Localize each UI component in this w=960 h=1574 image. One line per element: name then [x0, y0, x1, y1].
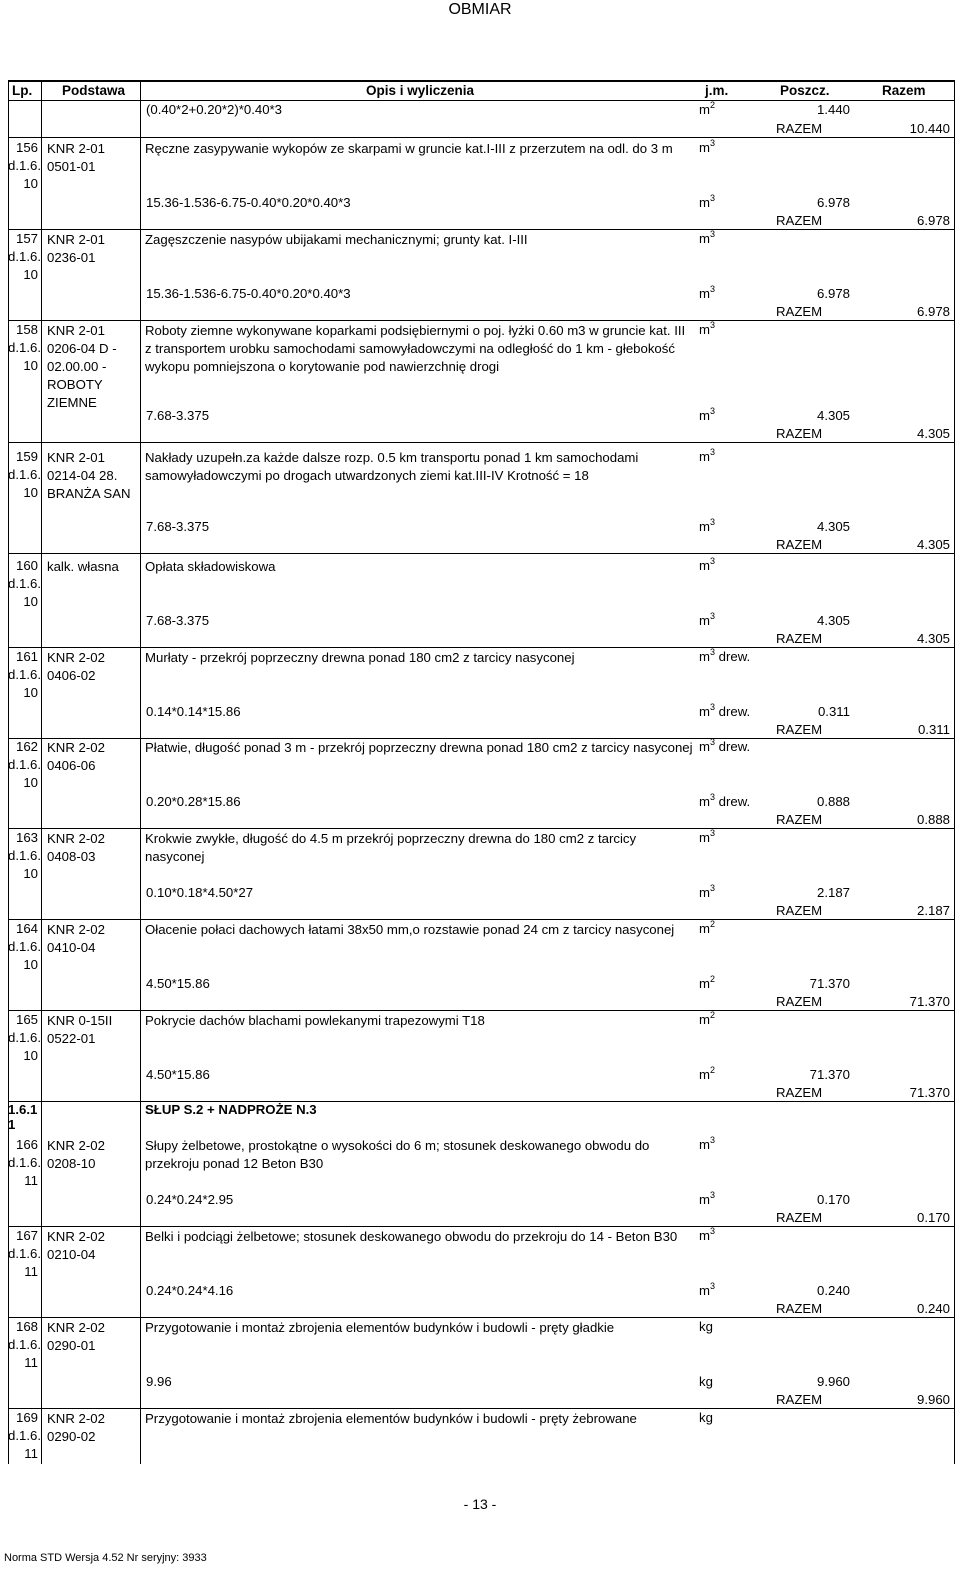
position-chapter: d.1.6.	[8, 1428, 41, 1443]
razem-label: RAZEM	[776, 631, 823, 646]
position-chapter: d.1.6.	[8, 158, 41, 173]
position-chapter: d.1.6.	[8, 757, 41, 772]
unit-base: m	[699, 1283, 710, 1298]
unit-base: m	[699, 649, 710, 664]
position-id	[8, 322, 138, 410]
position-unit	[699, 1012, 715, 1028]
position-subchapter: 10	[23, 957, 38, 972]
position-unit	[699, 1410, 713, 1426]
position-unit	[699, 322, 715, 338]
carryover-value: 1.440	[816, 102, 850, 117]
position-subchapter: 11	[24, 1264, 38, 1279]
row-divider	[8, 1226, 954, 1227]
position-subchapter: 10	[23, 485, 38, 500]
calculation-formula: 15.36-1.536-6.75-0.40*0.20*0.40*3	[146, 286, 351, 301]
calculation-value: 6.978	[816, 195, 850, 210]
position-id	[8, 449, 138, 509]
position-unit	[699, 1137, 715, 1153]
position-basis: KNR 2-01 0206-04 D - 02.00.00 - ROBOTY ZIEMNE	[47, 323, 117, 410]
col-lp: Lp.	[12, 83, 33, 98]
razem-value: 71.370	[909, 1085, 950, 1100]
calculation-value: 0.170	[816, 1192, 850, 1207]
unit-exponent: 3	[710, 320, 716, 330]
calculation-value: 4.305	[816, 519, 850, 534]
unit-base: m	[699, 1192, 710, 1207]
position-basis: KNR 2-02 0410-04	[47, 922, 105, 955]
position-subchapter: 10	[23, 685, 38, 700]
calculation-unit	[699, 1374, 713, 1390]
razem-value: 0.888	[916, 812, 950, 827]
unit-base: m	[699, 558, 710, 573]
razem-value: 6.978	[916, 304, 950, 319]
unit-base: kg	[699, 1374, 713, 1389]
unit-exponent: 3	[710, 556, 716, 566]
carryover-razem-value: 10.440	[909, 121, 950, 136]
position-unit	[699, 739, 750, 755]
position-number: 167	[15, 1228, 38, 1243]
position-number: 162	[15, 739, 38, 754]
unit-exponent: 2	[710, 974, 716, 984]
unit-exponent: 3	[710, 702, 716, 712]
calculation-unit	[699, 195, 715, 211]
razem-label: RAZEM	[776, 213, 823, 228]
razem-label: RAZEM	[776, 1392, 823, 1407]
position-basis: kalk. własna	[47, 559, 119, 574]
unit-suffix: drew.	[715, 794, 751, 809]
unit-exponent: 3	[710, 1226, 716, 1236]
rule-right	[954, 80, 955, 1464]
calculation-unit	[699, 408, 715, 424]
razem-value: 4.305	[916, 537, 950, 552]
unit-exponent: 2	[710, 1010, 716, 1020]
unit-base: m	[699, 449, 710, 464]
row-divider	[8, 1317, 954, 1318]
position-chapter: d.1.6.	[8, 249, 41, 264]
calculation-formula: 15.36-1.536-6.75-0.40*0.20*0.40*3	[146, 195, 351, 210]
unit-exponent: 3	[710, 611, 716, 621]
razem-value: 71.370	[909, 994, 950, 1009]
calculation-value: 2.187	[816, 885, 850, 900]
unit-base: m	[699, 739, 710, 754]
calculation-value: 9.960	[816, 1374, 850, 1389]
row-divider	[8, 647, 954, 648]
unit-base: m	[699, 921, 710, 936]
position-description: Krokwie zwykłe, długość do 4.5 m przekrój poprzeczny drewna do 180 cm2 z tarcicy nasyconej	[145, 831, 637, 864]
calculation-formula: 0.24*0.24*4.16	[146, 1283, 234, 1298]
position-description: Słupy żelbetowe, prostokątne o wysokości do 6 m; stosunek deskowanego obwodu do przekroju ponad 12 Beton B30	[145, 1138, 650, 1171]
razem-value: 0.170	[916, 1210, 950, 1225]
razem-label: RAZEM	[776, 812, 823, 827]
calculation-value: 0.311	[817, 704, 850, 719]
position-id	[8, 1137, 138, 1197]
calculation-formula: 7.68-3.375	[146, 408, 210, 423]
unit-exponent: 3	[710, 792, 716, 802]
position-basis: KNR 2-01 0236-01	[47, 232, 105, 265]
position-description: Opłata składowiskowa	[145, 559, 276, 574]
section-title: SŁUP S.2 + NADPROŻE N.3	[145, 1102, 317, 1117]
position-unit	[699, 649, 750, 665]
row-divider	[8, 828, 954, 829]
position-id	[8, 231, 138, 291]
position-description: Pokrycie dachów blachami powlekanymi trapezowymi T18	[145, 1013, 485, 1028]
position-basis: KNR 2-02 0208-10	[47, 1138, 105, 1171]
position-basis: KNR 2-02 0290-02	[47, 1411, 105, 1444]
calculation-unit	[699, 1192, 715, 1208]
position-unit	[699, 921, 715, 937]
calculation-unit	[699, 794, 750, 810]
unit-exponent: 2	[710, 1065, 716, 1075]
calculation-value: 4.305	[816, 613, 850, 628]
position-number: 157	[15, 231, 38, 246]
table-header	[8, 82, 954, 100]
calculation-value: 0.888	[816, 794, 850, 809]
position-subchapter: 10	[23, 358, 38, 373]
unit-base: m	[699, 519, 710, 534]
position-chapter: d.1.6.	[8, 1155, 41, 1170]
position-number: 164	[15, 921, 38, 936]
position-unit	[699, 1319, 713, 1335]
position-number: 163	[15, 830, 38, 845]
calculation-formula: 0.20*0.28*15.86	[146, 794, 241, 809]
calculation-unit	[699, 1283, 715, 1299]
position-description: Zagęszczenie nasypów ubijakami mechanicznymi; grunty kat. I-III	[145, 232, 528, 247]
position-description: Nakłady uzupełn.za każde dalsze rozp. 0.5 km transportu ponad 1 km samochodami samowyładowczymi po drogach utwardzonych ziemi kat.III-IV Krotność = 18	[145, 450, 639, 483]
razem-label: RAZEM	[776, 304, 823, 319]
position-chapter: d.1.6.	[8, 667, 41, 682]
row-divider	[8, 320, 954, 321]
position-chapter: d.1.6.	[8, 939, 41, 954]
unit-exponent: 3	[710, 647, 716, 657]
rule-podstawa	[140, 80, 141, 1464]
unit-exponent: 3	[710, 447, 716, 457]
position-basis: KNR 2-01 0501-01	[47, 141, 105, 174]
unit-exponent: 3	[710, 737, 716, 747]
position-subchapter: 10	[23, 775, 38, 790]
unit-base: kg	[699, 1319, 713, 1334]
unit-exponent: 3	[710, 138, 716, 148]
calculation-formula: 0.24*0.24*2.95	[146, 1192, 234, 1207]
position-chapter: d.1.6.	[8, 467, 41, 482]
calculation-unit	[699, 519, 715, 535]
calculation-unit	[699, 704, 750, 720]
razem-label: RAZEM	[776, 722, 823, 737]
position-number: 169	[15, 1410, 38, 1425]
position-id	[8, 1012, 138, 1072]
position-unit	[699, 1228, 715, 1244]
col-opis: Opis i wyliczenia	[366, 83, 475, 98]
unit-suffix: drew.	[715, 739, 751, 754]
unit-exponent: 3	[710, 406, 716, 416]
position-chapter: d.1.6.	[8, 340, 41, 355]
unit-base: m	[699, 322, 710, 337]
position-subchapter: 11	[24, 1173, 38, 1188]
position-basis: KNR 2-01 0214-04 28. BRANŻA SAN	[47, 450, 131, 501]
calculation-formula: 0.10*0.18*4.50*27	[146, 885, 254, 900]
position-unit	[699, 231, 715, 247]
position-basis: KNR 2-02 0210-04	[47, 1229, 105, 1262]
position-description: Przygotowanie i montaż zbrojenia elementów budynków i budowli - pręty gładkie	[145, 1320, 615, 1335]
row-divider	[8, 1010, 954, 1011]
position-subchapter: 11	[24, 1355, 38, 1370]
position-id	[8, 1410, 138, 1470]
position-unit	[699, 830, 715, 846]
position-id	[8, 140, 138, 200]
unit-exponent: 2	[710, 919, 716, 929]
row-divider	[8, 553, 954, 554]
calculation-value: 0.240	[816, 1283, 850, 1298]
unit-suffix: drew.	[715, 649, 751, 664]
calculation-value: 4.305	[816, 408, 850, 423]
position-id	[8, 649, 138, 709]
position-basis: KNR 2-02 0290-01	[47, 1320, 105, 1353]
position-subchapter: 11	[24, 1446, 38, 1461]
unit-base: m	[699, 195, 710, 210]
unit-exponent: 3	[710, 284, 716, 294]
razem-value: 0.311	[917, 722, 950, 737]
col-podstawa: Podstawa	[62, 83, 126, 98]
position-number: 156	[15, 140, 38, 155]
calculation-formula: 7.68-3.375	[146, 519, 210, 534]
position-subchapter: 10	[23, 1048, 38, 1063]
unit-exponent: 3	[710, 883, 716, 893]
unit-base: m	[699, 1137, 710, 1152]
position-subchapter: 10	[23, 866, 38, 881]
row-divider	[8, 442, 954, 443]
position-number: 160	[15, 558, 38, 573]
position-id	[8, 921, 138, 981]
razem-value: 4.305	[916, 426, 950, 441]
unit-base: m	[699, 830, 710, 845]
calculation-formula: 4.50*15.86	[146, 976, 210, 991]
unit-base: m	[699, 140, 710, 155]
position-number: 161	[15, 649, 38, 664]
position-id	[8, 558, 138, 618]
calculation-value: 71.370	[809, 976, 850, 991]
razem-label: RAZEM	[776, 1301, 823, 1316]
position-description: Belki i podciągi żelbetowe; stosunek deskowanego obwodu do przekroju do 14 - Beton B30	[145, 1229, 678, 1244]
razem-value: 9.960	[916, 1392, 950, 1407]
unit-base: kg	[699, 1410, 713, 1425]
position-number: 158	[15, 322, 38, 337]
unit-exponent: 3	[710, 1281, 716, 1291]
unit-exponent: 3	[710, 193, 716, 203]
unit-base: m	[699, 1012, 710, 1027]
position-description: Murłaty - przekrój poprzeczny drewna ponad 180 cm2 z tarcicy nasyconej	[145, 650, 575, 665]
unit-exponent: 3	[710, 229, 716, 239]
col-poszcz: Poszcz.	[780, 83, 830, 98]
razem-value: 0.240	[916, 1301, 950, 1316]
razem-label: RAZEM	[776, 994, 823, 1009]
carryover-formula: (0.40*2+0.20*2)*0.40*3	[146, 102, 283, 117]
position-basis: KNR 2-02 0406-02	[47, 650, 105, 683]
calculation-formula: 7.68-3.375	[146, 613, 210, 628]
position-description: Przygotowanie i montaż zbrojenia elementów budynków i budowli - pręty żebrowane	[145, 1411, 637, 1426]
calculation-unit	[699, 976, 715, 992]
calculation-formula: 4.50*15.86	[146, 1067, 210, 1082]
razem-label: RAZEM	[776, 426, 823, 441]
section-id: 1.6.1 1	[8, 1102, 38, 1132]
position-id	[8, 830, 138, 890]
calculation-unit	[699, 286, 715, 302]
software-footer: Norma STD Wersja 4.52 Nr seryjny: 3933	[4, 1552, 207, 1564]
unit-base: m	[699, 704, 710, 719]
position-description: Roboty ziemne wykonywane koparkami podsiębiernymi o poj. łyżki 0.60 m3 w gruncie kat. III z transportem urobku samochodami samowyładowczymi na odległość do 1 km - głebokość wykopu pomniejszona o korytowanie pod nawierzchnię drogi	[145, 323, 686, 374]
calculation-formula: 9.96	[146, 1374, 172, 1389]
unit-exponent: 3	[710, 517, 716, 527]
carryover-unit: $m^2$	[699, 100, 716, 117]
calculation-unit	[699, 1067, 715, 1083]
unit-base: m	[699, 976, 710, 991]
position-description: Płatwie, długość ponad 3 m - przekrój poprzeczny drewna ponad 180 cm2 z tarcicy nasyconej	[145, 740, 693, 755]
unit-base: m	[699, 613, 710, 628]
unit-base: m	[699, 231, 710, 246]
razem-label: RAZEM	[776, 1085, 823, 1100]
header-bottom-border	[8, 100, 954, 101]
position-number: 166	[15, 1137, 38, 1152]
calculation-unit	[699, 885, 715, 901]
position-chapter: d.1.6.	[8, 576, 41, 591]
unit-base: m	[699, 408, 710, 423]
unit-base: m	[699, 1067, 710, 1082]
razem-value: 6.978	[916, 213, 950, 228]
unit-base: m	[699, 286, 710, 301]
position-subchapter: 10	[23, 176, 38, 191]
position-basis: KNR 0-15II 0522-01	[47, 1013, 113, 1046]
position-id	[8, 739, 138, 799]
razem-label: RAZEM	[776, 903, 823, 918]
position-unit	[699, 449, 715, 465]
position-chapter: d.1.6.	[8, 1337, 41, 1352]
position-basis: KNR 2-02 0408-03	[47, 831, 105, 864]
row-divider	[8, 1408, 954, 1409]
position-number: 165	[15, 1012, 38, 1027]
row-divider	[8, 137, 954, 138]
position-chapter: d.1.6.	[8, 1030, 41, 1045]
position-id	[8, 1319, 138, 1379]
unit-base: m	[699, 794, 710, 809]
position-number: 159	[15, 449, 38, 464]
position-subchapter: 10	[23, 594, 38, 609]
razem-value: 4.305	[916, 631, 950, 646]
unit-base: m	[699, 1228, 710, 1243]
position-id	[8, 1228, 138, 1288]
unit-exponent: 3	[710, 1190, 716, 1200]
unit-suffix: drew.	[715, 704, 751, 719]
page-number: - 13 -	[463, 1496, 497, 1512]
unit-base: m	[699, 885, 710, 900]
position-chapter: d.1.6.	[8, 848, 41, 863]
razem-label: RAZEM	[776, 1210, 823, 1225]
position-description: Ołacenie połaci dachowych łatami 38x50 mm,o rozstawie ponad 24 cm z tarcicy nasyconej	[145, 922, 675, 937]
col-razem: Razem	[882, 83, 926, 98]
carryover-razem-label: RAZEM	[776, 121, 823, 136]
razem-label: RAZEM	[776, 537, 823, 552]
page-title: OBMIAR	[448, 1, 512, 18]
position-number: 168	[15, 1319, 38, 1334]
position-unit	[699, 558, 715, 574]
position-basis: KNR 2-02 0406-06	[47, 740, 105, 773]
unit-exponent: 3	[710, 1135, 716, 1145]
calculation-unit	[699, 613, 715, 629]
row-divider	[8, 229, 954, 230]
position-unit	[699, 140, 715, 156]
unit-exponent: 3	[710, 828, 716, 838]
row-divider	[8, 919, 954, 920]
razem-value: 2.187	[916, 903, 950, 918]
position-description: Ręczne zasypywanie wykopów ze skarpami w gruncie kat.I-III z przerzutem na odl. do 3 m	[145, 141, 673, 156]
position-chapter: d.1.6.	[8, 1246, 41, 1261]
calculation-value: 6.978	[816, 286, 850, 301]
position-subchapter: 10	[23, 267, 38, 282]
calculation-value: 71.370	[809, 1067, 850, 1082]
calculation-formula: 0.14*0.14*15.86	[146, 704, 241, 719]
col-jm: j.m.	[705, 83, 729, 98]
